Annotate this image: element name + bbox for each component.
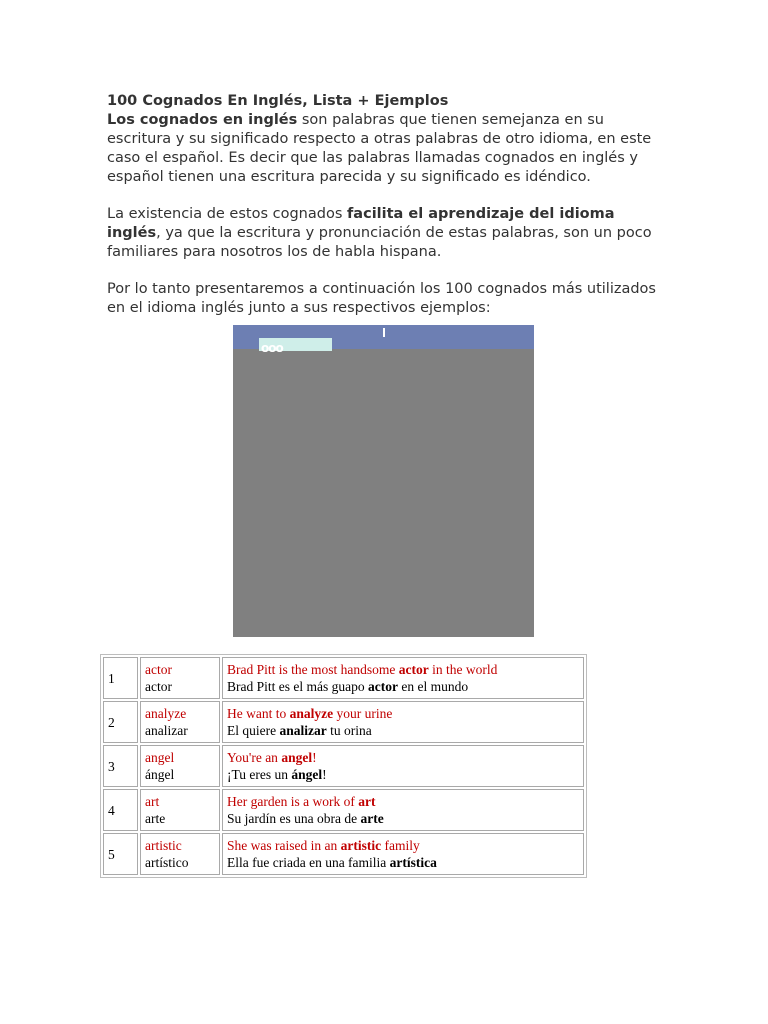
spanish-word: analizar bbox=[145, 723, 188, 738]
word-cell bbox=[140, 745, 220, 787]
spanish-example bbox=[227, 854, 579, 871]
intro-bold: Los cognados en inglés bbox=[107, 112, 298, 128]
spanish-example bbox=[227, 678, 579, 695]
benefit-start: La existencia de estos cognados bbox=[107, 206, 347, 222]
spanish-example-pre: Ella fue criada en una familia bbox=[227, 855, 390, 870]
image-glyphs: ooo bbox=[261, 341, 283, 355]
table-row bbox=[103, 657, 584, 699]
intro-paragraph bbox=[107, 111, 667, 187]
row-number: 5 bbox=[103, 833, 138, 875]
spanish-example-pre: El quiere bbox=[227, 723, 280, 738]
row-number: 1 bbox=[103, 657, 138, 699]
benefit-bold: facilita el aprendizaje del idioma inglés bbox=[107, 206, 615, 241]
spanish-word: actor bbox=[145, 679, 172, 694]
english-example-post: your urine bbox=[333, 706, 393, 721]
example-cell bbox=[222, 833, 584, 875]
english-word: angel bbox=[145, 750, 175, 765]
intro-text: son palabras que tienen semejanza en su escritura y su significado respecto a otras palabras de otro idioma, en este caso el español. Es decir que las palabras llamadas cognados en inglés y español tienen una escritura parecida y su significado es idéndico. bbox=[107, 112, 652, 185]
word-cell bbox=[140, 701, 220, 743]
spanish-word: ángel bbox=[145, 767, 175, 782]
spanish-word: arte bbox=[145, 811, 166, 826]
english-example-pre: He want to bbox=[227, 706, 290, 721]
english-example bbox=[227, 661, 579, 678]
english-example-keyword: angel bbox=[281, 750, 313, 765]
english-example bbox=[227, 837, 579, 854]
benefit-paragraph bbox=[107, 205, 667, 262]
benefit-text: , ya que la escritura y pronunciación de estas palabras, son un poco familiares para nosotros los de habla hispana. bbox=[107, 225, 652, 260]
spanish-example bbox=[227, 722, 579, 739]
english-example-post: in the world bbox=[428, 662, 498, 677]
table-row bbox=[103, 789, 584, 831]
spanish-word: artístico bbox=[145, 855, 189, 870]
list-intro-paragraph: Por lo tanto presentaremos a continuación los 100 cognados más utilizados en el idioma inglés junto a sus respectivos ejemplos: bbox=[107, 281, 656, 316]
word-cell bbox=[140, 789, 220, 831]
spanish-example-keyword: arte bbox=[360, 811, 384, 826]
spanish-example-keyword: ángel bbox=[291, 767, 323, 782]
english-example-pre: You're an bbox=[227, 750, 282, 765]
english-word: artistic bbox=[145, 838, 182, 853]
example-cell bbox=[222, 789, 584, 831]
spanish-example-post: en el mundo bbox=[397, 679, 469, 694]
spanish-example bbox=[227, 810, 579, 827]
english-example bbox=[227, 793, 579, 810]
row-number: 4 bbox=[103, 789, 138, 831]
article bbox=[107, 92, 667, 318]
english-word: analyze bbox=[145, 706, 187, 721]
cognates-table bbox=[100, 654, 587, 878]
table-row bbox=[103, 701, 584, 743]
example-cell bbox=[222, 657, 584, 699]
word-cell bbox=[140, 833, 220, 875]
spanish-example-pre: Brad Pitt es el más guapo bbox=[227, 679, 368, 694]
word-cell bbox=[140, 657, 220, 699]
english-example-pre: Her garden is a work of bbox=[227, 794, 359, 809]
spanish-example bbox=[227, 766, 579, 783]
spanish-example-pre: ¡Tu eres un bbox=[227, 767, 292, 782]
english-example bbox=[227, 705, 579, 722]
example-cell bbox=[222, 701, 584, 743]
english-word: art bbox=[145, 794, 160, 809]
english-example-keyword: art bbox=[358, 794, 376, 809]
english-example-pre: Brad Pitt is the most handsome bbox=[227, 662, 399, 677]
spanish-example-keyword: analizar bbox=[279, 723, 327, 738]
english-example-keyword: artistic bbox=[340, 838, 382, 853]
spanish-example-pre: Su jardín es una obra de bbox=[227, 811, 361, 826]
english-word: actor bbox=[145, 662, 172, 677]
embedded-image bbox=[233, 325, 534, 637]
english-example-pre: She was raised in an bbox=[227, 838, 341, 853]
table-row bbox=[103, 833, 584, 875]
english-example-keyword: actor bbox=[398, 662, 429, 677]
english-example bbox=[227, 749, 579, 766]
spanish-example-keyword: actor bbox=[367, 679, 398, 694]
image-tick-mark bbox=[383, 328, 385, 337]
english-example-post: ! bbox=[312, 750, 317, 765]
table-row bbox=[103, 745, 584, 787]
example-cell bbox=[222, 745, 584, 787]
english-example-post: family bbox=[381, 838, 420, 853]
row-number: 3 bbox=[103, 745, 138, 787]
article-title: 100 Cognados En Inglés, Lista + Ejemplos bbox=[107, 93, 449, 109]
row-number: 2 bbox=[103, 701, 138, 743]
spanish-example-post: ! bbox=[322, 767, 327, 782]
spanish-example-keyword: artística bbox=[389, 855, 437, 870]
english-example-keyword: analyze bbox=[289, 706, 334, 721]
spanish-example-post: tu orina bbox=[326, 723, 372, 738]
